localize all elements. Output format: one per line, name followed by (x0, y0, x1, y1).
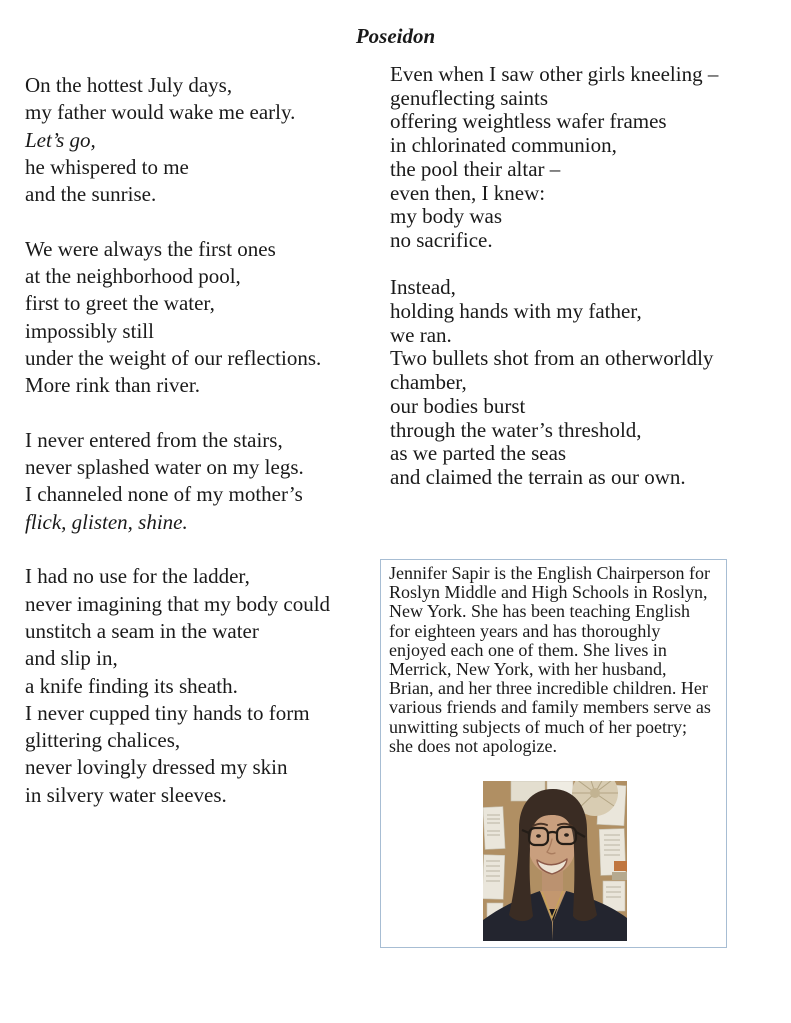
bio-line: for eighteen years and has thoroughly (389, 620, 661, 641)
author-bio-text (389, 564, 711, 756)
poem-line: he whispered to me (25, 154, 189, 179)
poem-line: we ran. (390, 322, 452, 347)
stanza (390, 63, 718, 253)
bio-line: various friends and family members serve as (389, 697, 711, 718)
bio-line: New York. She has been teaching English (389, 601, 690, 622)
portrait-photo-illustration (483, 781, 627, 941)
poem-line: and slip in, (25, 646, 118, 671)
poem-line: glittering chalices, (25, 728, 181, 753)
poem-line: I never entered from the stairs, (25, 427, 283, 452)
poem-line: I had no use for the ladder, (25, 564, 250, 589)
poem-line: the pool their altar – (390, 156, 561, 181)
poem-line: never splashed water on my legs. (25, 455, 304, 480)
stanza (25, 427, 330, 536)
poem-line: Even when I saw other girls kneeling – (390, 62, 719, 86)
poem-line: On the hottest July days, (25, 73, 233, 97)
poem-column-left (25, 72, 330, 809)
poem-line: impossibly still (25, 318, 154, 343)
poem-line: our bodies burst (390, 393, 526, 418)
poem-line: never imagining that my body could (25, 591, 331, 616)
stanza (390, 276, 718, 489)
poem-line: even then, I knew: (390, 180, 546, 205)
author-photo (483, 781, 627, 941)
poem-line: first to greet the water, (25, 291, 215, 316)
poem-line: at the neighborhood pool, (25, 264, 241, 289)
poem-line: in silvery water sleeves. (25, 782, 227, 807)
poem-line: a knife finding its sheath. (25, 673, 238, 698)
poem-title: Poseidon (355, 24, 436, 48)
bio-line: unwitting subjects of much of her poetry; (389, 716, 687, 737)
poem-line: my father would wake me early. (25, 100, 296, 125)
poem-line: and the sunrise. (25, 182, 157, 207)
poem-line: unstitch a seam in the water (25, 618, 259, 643)
poem-line: through the water’s threshold, (390, 417, 642, 442)
stanza (25, 236, 330, 400)
bio-line: Brian, and her three incredible children. Her (389, 678, 708, 699)
poem-line: flick, glisten, shine. (25, 509, 188, 534)
poem-line: offering weightless wafer frames (390, 109, 667, 134)
poem-line: my body was (390, 204, 502, 229)
poem-line: holding hands with my father, (390, 299, 642, 324)
author-bio-box (380, 559, 727, 948)
poem-line: chamber, (390, 370, 467, 395)
poem-line: Let’s go, (25, 127, 96, 152)
bio-line: enjoyed each one of them. She lives in (389, 639, 667, 660)
poem-line: in chlorinated communion, (390, 133, 617, 158)
poem-line: We were always the first ones (25, 236, 276, 261)
poem-line: More rink than river. (25, 373, 200, 398)
poem-line: Instead, (390, 275, 456, 300)
poem-line: no sacrifice. (390, 227, 493, 252)
poem-line: Two bullets shot from an otherworldly (390, 346, 714, 371)
poem-line: I channeled none of my mother’s (25, 482, 303, 507)
stanza (25, 563, 330, 809)
poem-column-right (390, 63, 718, 490)
poem-line: genuflecting saints (390, 85, 549, 110)
poem-line: under the weight of our reflections. (25, 345, 322, 370)
poem-line: as we parted the seas (390, 441, 567, 466)
stanza (25, 72, 330, 208)
poem-line: and claimed the terrain as our own. (390, 464, 686, 489)
bio-line: Merrick, New York, with her husband, (389, 659, 667, 680)
bio-line: she does not apologize. (389, 735, 557, 756)
poem-line: I never cupped tiny hands to form (25, 700, 310, 725)
bio-line: Roslyn Middle and High Schools in Roslyn, (389, 582, 708, 603)
poem-line: never lovingly dressed my skin (25, 755, 288, 780)
bio-line: Jennifer Sapir is the English Chairperson for (389, 563, 710, 583)
